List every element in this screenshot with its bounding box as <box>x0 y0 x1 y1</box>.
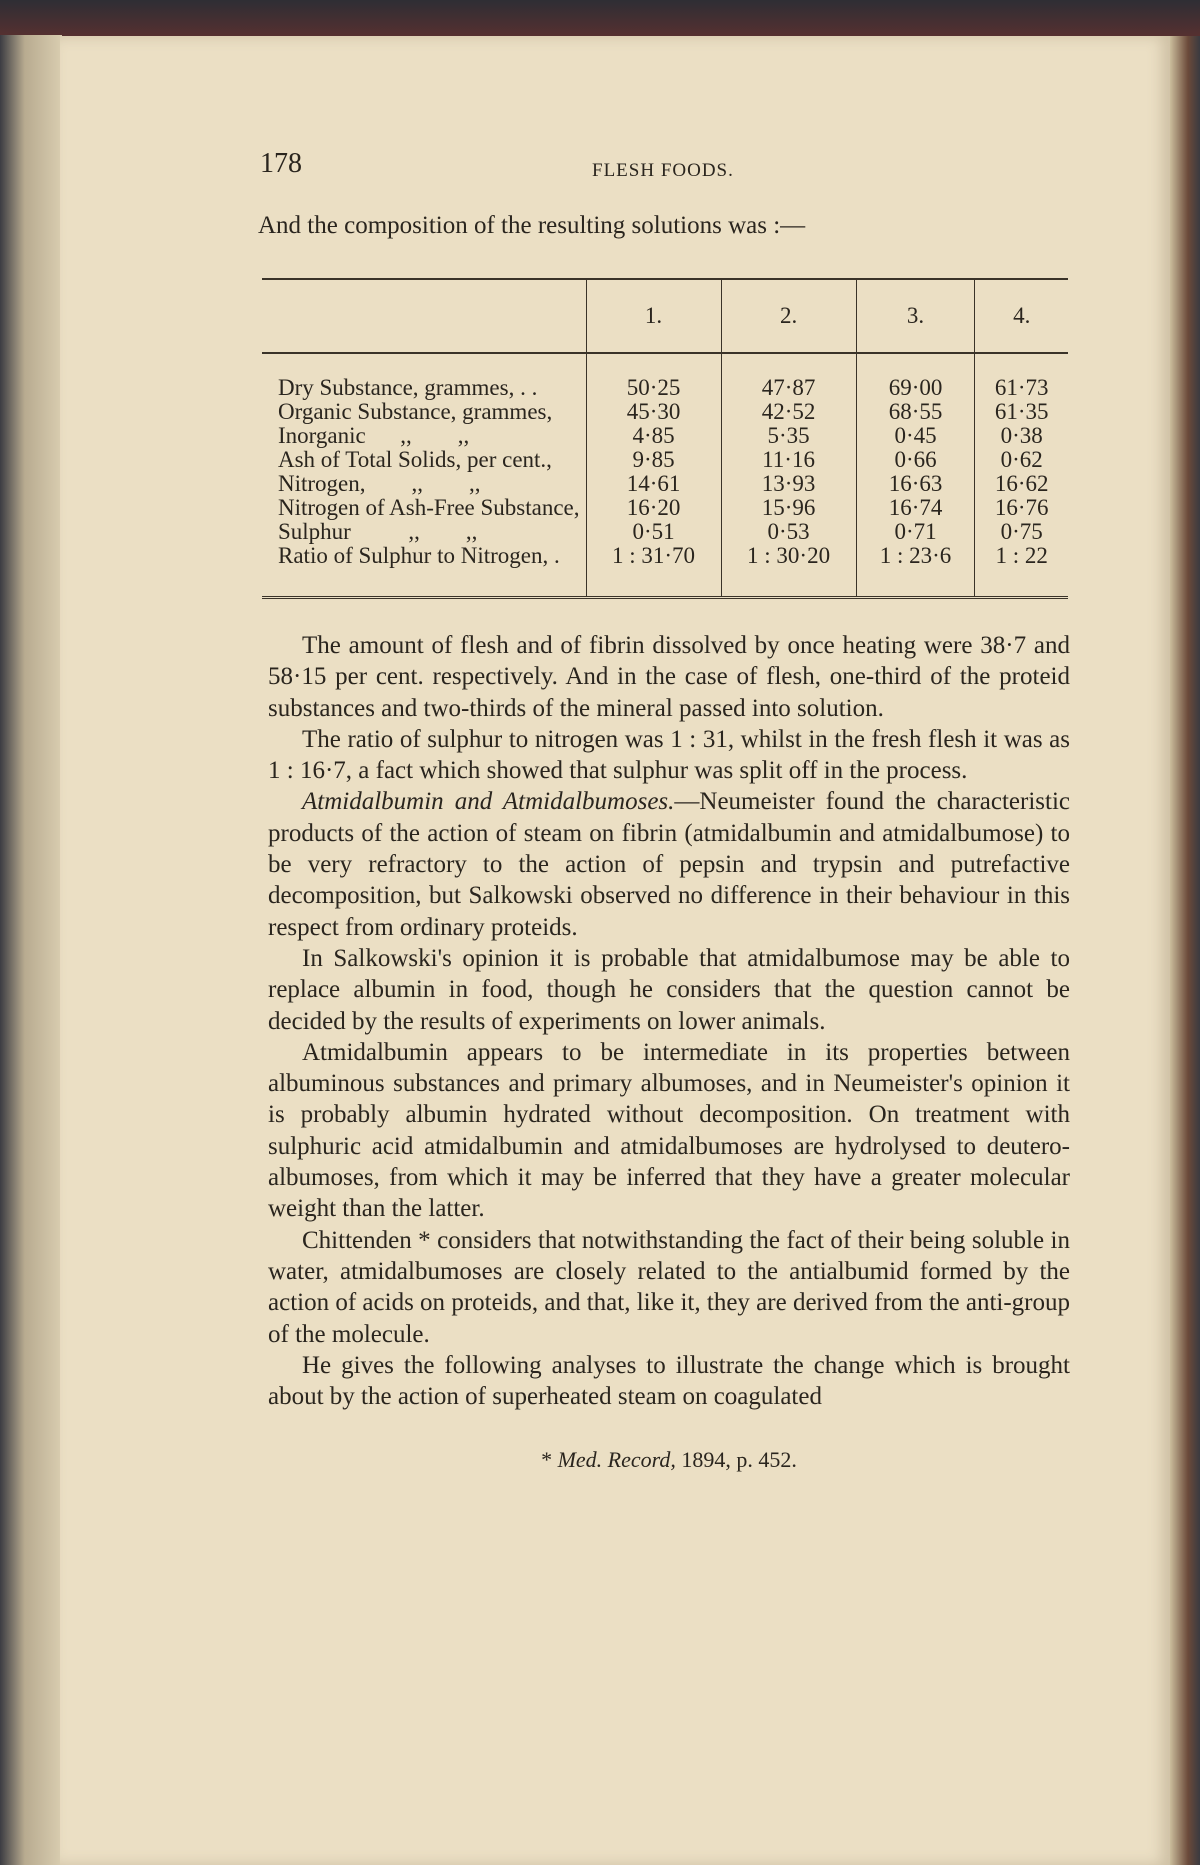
scan-top-band <box>0 0 1200 40</box>
table-cell: 16·20 <box>586 496 721 520</box>
row-label: Ash of Total Solids, per cent., <box>278 447 552 472</box>
table-row <box>262 424 1068 448</box>
table-cell: 0·71 <box>856 520 975 544</box>
footnote-rest: 1894, p. 452. <box>675 1447 797 1473</box>
table-row <box>262 544 1068 598</box>
table-row <box>262 353 1068 400</box>
table-cell: 1 : 30·20 <box>721 544 856 598</box>
header-blank <box>262 279 586 353</box>
book-left-edge <box>0 35 62 1865</box>
table-cell: 1 : 31·70 <box>586 544 721 598</box>
row-label: Inorganic ,, ,, <box>278 423 470 448</box>
row-label: Nitrogen, ,, ,, <box>278 471 481 496</box>
table-cell: 16·74 <box>856 496 975 520</box>
paragraph-text: Atmidalbumin appears to be intermediate in its properties between albuminous substances and primary albumoses, and in Neumeister's opinion it is probably albumin hydrated without decomposition. On treatment with sulphuric acid atmidalbumin and atmidalbumoses are hydrolysed to deutero-albumoses, from which it may be inferred that they have a greater molecular weight than the latter. <box>268 1038 1070 1223</box>
table-cell: 45·30 <box>586 400 721 424</box>
table-cell: 5·35 <box>721 424 856 448</box>
intro-line: And the composition of the resulting solutions was :— <box>258 212 806 239</box>
paragraph <box>268 1037 1070 1225</box>
table-cell: 50·25 <box>586 353 721 400</box>
paragraph <box>268 786 1070 942</box>
table-cell: 16·63 <box>856 472 975 496</box>
table-cell: 0·75 <box>975 520 1068 544</box>
table-cell: 0·66 <box>856 448 975 472</box>
table-row <box>262 448 1068 472</box>
paragraph <box>268 630 1070 724</box>
table-cell: 0·62 <box>975 448 1068 472</box>
column-header: 3. <box>856 279 975 353</box>
table-row <box>262 400 1068 424</box>
column-header: 4. <box>975 279 1068 353</box>
running-head: FLESH FOODS. <box>592 160 734 181</box>
row-label: Sulphur ,, ,, <box>278 519 478 544</box>
table-row <box>262 472 1068 496</box>
table-cell: 14·61 <box>586 472 721 496</box>
paragraph-heading: Atmidalbumin and Atmidalbumoses. <box>302 788 675 816</box>
book-right-edge <box>1170 36 1200 1865</box>
table-cell: 0·51 <box>586 520 721 544</box>
table-cell: 69·00 <box>856 353 975 400</box>
paragraph-text: Chittenden * considers that notwithstanding the fact of their being soluble in water, atmidalbumoses are closely related to the antialbumid formed by the action of acids on proteids, and that, like it, they are derived from the anti-group of the molecule. <box>268 1226 1070 1348</box>
paragraph-text: —Neumeister found the characteristic products of the action of steam on fibrin (atmidalbumin and atmidalbumose) to be very refractory to the action of pepsin and trypsin and putrefactive decomposition, but Salkowski observed no difference in their behaviour in this respect from ordinary proteids. <box>268 788 1071 941</box>
text-flow <box>268 630 1070 1474</box>
footnote <box>268 1446 1070 1474</box>
table-cell: 61·73 <box>975 353 1068 400</box>
table-cell: 9·85 <box>586 448 721 472</box>
paragraph-text: He gives the following analyses to illustrate the change which is brought about by the action of superheated steam on coagulated <box>268 1351 1070 1411</box>
table-header-row <box>262 279 1068 353</box>
footnote-marker: * <box>541 1447 558 1473</box>
row-label: Organic Substance, grammes, <box>278 399 553 424</box>
table-cell: 15·96 <box>721 496 856 520</box>
table-row <box>262 496 1068 520</box>
paragraph <box>268 724 1070 787</box>
table-cell: 1 : 22 <box>975 544 1068 598</box>
table-cell: 0·53 <box>721 520 856 544</box>
composition-table <box>262 278 1068 599</box>
paragraph-text: The amount of flesh and of fibrin dissolved by once heating were 38·7 and 58·15 per cent. respectively. And in the case of flesh, one-third of the proteid substances and two-thirds of the mineral passed into solution. <box>268 632 1070 722</box>
table-cell: 47·87 <box>721 353 856 400</box>
table-cell: 16·62 <box>975 472 1068 496</box>
table-cell: 13·93 <box>721 472 856 496</box>
table-cell: 68·55 <box>856 400 975 424</box>
row-label: Ratio of Sulphur to Nitrogen, . <box>278 543 560 568</box>
column-header: 1. <box>586 279 721 353</box>
footnote-source: Med. Record, <box>557 1447 676 1473</box>
table-cell: 11·16 <box>721 448 856 472</box>
table-cell: 1 : 23·6 <box>856 544 975 598</box>
row-label: Dry Substance, grammes, . . <box>278 375 538 400</box>
row-label: Nitrogen of Ash-Free Substance, <box>278 495 580 520</box>
table-row <box>262 520 1068 544</box>
table-cell: 61·35 <box>975 400 1068 424</box>
paragraph-text: In Salkowski's opinion it is probable that atmidalbumose may be able to replace albumin in food, though he considers that the question cannot be decided by the results of experiments on lower animals. <box>268 944 1070 1035</box>
table-cell: 16·76 <box>975 496 1068 520</box>
table-cell: 4·85 <box>586 424 721 448</box>
paragraph <box>268 943 1070 1037</box>
paragraph <box>268 1225 1070 1350</box>
table-cell: 42·52 <box>721 400 856 424</box>
body-text <box>268 630 1070 1412</box>
table-cell: 0·45 <box>856 424 975 448</box>
paragraph-text: The ratio of sulphur to nitrogen was 1 : 31, whilst in the fresh flesh it was as 1 : 16·7, a fact which showed that sulphur was split off in the process. <box>268 725 1070 785</box>
table-cell: 0·38 <box>975 424 1068 448</box>
column-header: 2. <box>721 279 856 353</box>
page-number: 178 <box>260 148 302 179</box>
paragraph <box>268 1350 1070 1413</box>
